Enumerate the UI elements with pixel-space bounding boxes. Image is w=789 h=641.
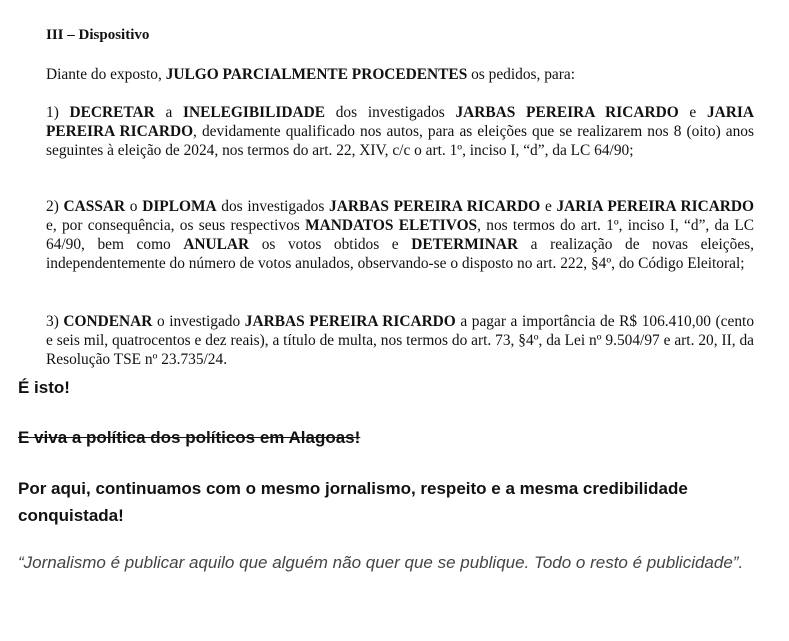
text-run: e, por consequência, os seus respectivos	[46, 217, 306, 234]
item-3-paragraph	[46, 312, 754, 369]
bold-name: JARIA PEREIRA RICARDO	[556, 198, 755, 215]
text-run: a	[154, 104, 184, 121]
section-heading: III – Dispositivo	[46, 27, 150, 43]
bold-term: ANULAR	[183, 236, 250, 253]
bold-name: JARIA PEREIRA RICARDO	[46, 104, 755, 140]
bold-term: DETERMINAR	[411, 236, 519, 253]
article-line-credibility: Por aqui, continuamos com o mesmo jornalismo, respeito e a mesma credibilidade conquistada!	[18, 479, 688, 525]
text-run: a pagar a importância de R$ 106.410,00 (cento e seis mil, quatrocentos e dez reais), a título de multa, nos termos do art. 73, §4º, da Lei nº 9.504/97 e art. 20, II, da Resolução TSE nº 23.735/24.	[46, 313, 755, 368]
text-run: , nos termos do art. 1º, inciso I, “d”, da LC 64/90, bem como	[46, 217, 755, 253]
text-run: a realização de novas eleições, independentemente do número de votos anulados, observando-se o disposto no art. 222, §4º, do Código Eleitoral;	[46, 236, 754, 272]
bold-name: JARBAS PEREIRA RICARDO	[329, 198, 541, 215]
bold-term: MANDATOS ELETIVOS	[305, 217, 478, 234]
text-run: os votos obtidos e	[249, 236, 412, 253]
intro-text-end: os pedidos, para:	[467, 66, 575, 83]
item-2-paragraph	[46, 197, 754, 273]
bold-term: INELEGIBILIDADE	[183, 104, 326, 121]
bold-term: CONDENAR	[63, 313, 153, 330]
text-run: o	[125, 198, 143, 215]
text-run: dos investigados	[325, 104, 456, 121]
intro-text: Diante do exposto,	[46, 66, 166, 83]
item-number: 2)	[46, 198, 64, 215]
intro-paragraph	[46, 65, 754, 84]
text-run: e	[540, 198, 557, 215]
text-run: , devidamente qualificado nos autos, para as eleições que se realizarem nos 8 (oito) anos seguintes à eleição de 2024, nos termos do art. 22, XIV, c/c o art. 1º, inciso I, “d”, da LC 64/90;	[46, 123, 754, 159]
item-number: 3)	[46, 313, 64, 330]
text-run: o investigado	[152, 313, 245, 330]
item-number: 1)	[46, 104, 70, 121]
bold-term: DECRETAR	[69, 104, 155, 121]
article-line-strikethrough: E viva a política dos políticos em Alagoas!	[18, 428, 361, 447]
text-run: dos investigados	[216, 198, 330, 215]
article-line-e-isto: É isto!	[18, 378, 70, 397]
article-quote: “Jornalismo é publicar aquilo que alguém não quer que se publique. Todo o resto é publicidade”.	[18, 553, 744, 572]
intro-verdict: JULGO PARCIALMENTE PROCEDENTES	[165, 66, 468, 83]
text-run: e	[678, 104, 707, 121]
item-1-paragraph	[46, 103, 754, 160]
bold-name: JARBAS PEREIRA RICARDO	[455, 104, 679, 121]
bold-name: JARBAS PEREIRA RICARDO	[244, 313, 456, 330]
bold-term: DIPLOMA	[142, 198, 217, 215]
bold-term: CASSAR	[63, 198, 126, 215]
